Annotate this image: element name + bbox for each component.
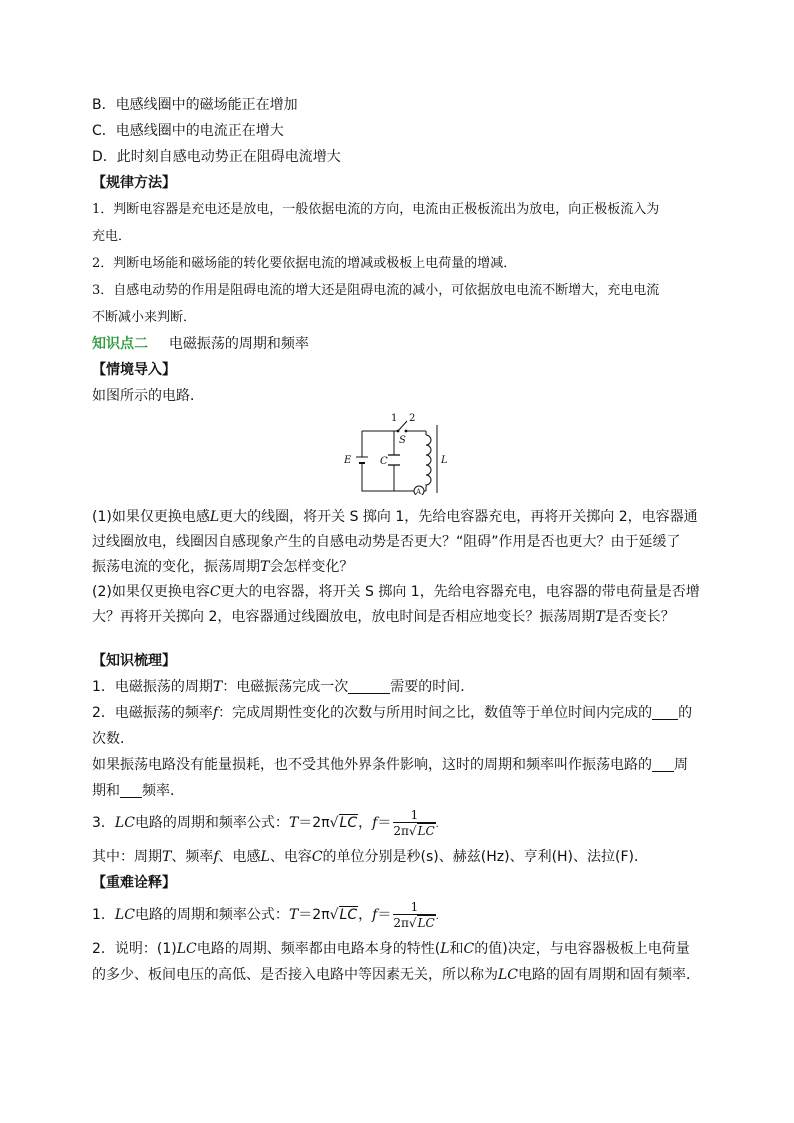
circuit-diagram xyxy=(338,413,448,495)
frequency-fraction: $\frac{1}{2\pi√LC}$ xyxy=(393,899,435,930)
scenario-heading: 【情境导入】 xyxy=(92,362,176,378)
method-heading: 【规律方法】 xyxy=(92,175,176,191)
label-c: C xyxy=(380,456,388,467)
knowledge-note-line1: 如果振荡电路没有能量损耗，也不受其他外界条件影响，这时的周期和频率叫作振荡电路的 周 xyxy=(92,757,688,773)
label-a: A xyxy=(416,488,422,495)
question-2 xyxy=(92,580,710,630)
switch-pivot xyxy=(397,430,400,433)
question-1-line3: 振荡电流的变化，振荡周期T会怎样变化？ xyxy=(92,559,354,575)
option-b: B．电感线圈中的磁场能正在增加 xyxy=(92,97,298,113)
difficulty-note-line2: 的多少、板间电压的高低、是否接入电路中等因素无关，所以称为LC电路的固有周期和固有频率． xyxy=(92,967,701,983)
question-1 xyxy=(92,505,710,580)
knowledge-point-2: 2．电磁振荡的频率f：完成周期性变化的次数与所用时间之比，数值等于单位时间内完成的 的 xyxy=(92,705,693,721)
fill-blank[interactable] xyxy=(652,756,674,772)
units-line: 其中：周期T、频率f、电感L、电容C的单位分别是秒(s)、赫兹(Hz)、亨利(H)、法拉(F)． xyxy=(92,849,648,865)
method-point-3 xyxy=(92,277,710,331)
knowledge-point-2-cont: 次数． xyxy=(92,731,134,747)
section-title xyxy=(92,331,710,357)
knowledge-note-line2: 期和 频率． xyxy=(92,783,184,799)
question-1-line2: 过线圈放电，线圈因自感现象产生的自感电动势是否更大？“阻碍”作用是否也更大？由于延缓了 xyxy=(92,534,681,550)
knowledge-heading: 【知识梳理】 xyxy=(92,653,176,669)
label-2: 2 xyxy=(409,413,416,424)
option-c: C．电感线圈中的电流正在增大 xyxy=(92,123,284,139)
fill-blank[interactable] xyxy=(652,704,678,720)
question-2-line2: 大？再将开关掷向 2，电容器通过线圈放电，放电时间是否相应地变长？振荡周期T是否变长？ xyxy=(92,609,675,625)
switch-contact xyxy=(405,430,408,433)
method-point-2: 2．判断电场能和磁场能的转化要依据电流的增减或极板上电荷量的增减． xyxy=(92,256,517,271)
label-1: 1 xyxy=(391,413,398,424)
section-label: 知识点二 xyxy=(92,336,148,352)
fill-blank[interactable] xyxy=(348,678,390,694)
difficulty-formula-line: 1．LC电路的周期和频率公式：T＝2π√LC，f＝ $\frac{1}{2\pi√LC}$ . xyxy=(92,899,439,930)
difficulty-note-line1: 2．说明：(1)LC电路的周期、频率都由电路本身的特性(L和C的值)决定，与电容器极板上电荷量 xyxy=(92,941,690,957)
formula-line: 3．LC电路的周期和频率公式：T＝2π√LC，f＝ $\frac{1}{2\pi√LC}$ . xyxy=(92,807,439,838)
knowledge-point-1: 1．电磁振荡的周期T：电磁振荡完成一次 需要的时间． xyxy=(92,679,475,695)
method-point-3-line1: 3．自感电动势的作用是阻碍电流的增大还是阻碍电流的减小，可依据放电电流不断增大，充电电流 xyxy=(92,283,660,298)
fill-blank[interactable] xyxy=(120,782,142,798)
option-d: D．此时刻自感电动势正在阻碍电流增大 xyxy=(92,149,341,165)
label-l: L xyxy=(441,455,448,466)
label-s: S xyxy=(399,435,406,446)
label-e: E xyxy=(344,455,352,466)
section-heading: 电磁振荡的周期和频率 xyxy=(168,336,309,352)
frequency-fraction: $\frac{1}{2\pi√LC}$ xyxy=(393,807,435,838)
scenario-intro: 如图所示的电路． xyxy=(92,388,204,404)
question-1-line1: (1)如果仅更换电感L更大的线圈，将开关 S 掷向 1，先给电容器充电，再将开关掷向 2，电容器通 xyxy=(92,509,698,525)
method-point-1-line2: 充电． xyxy=(92,229,132,244)
difficulty-heading: 【重难诠释】 xyxy=(92,875,176,891)
document-content xyxy=(92,92,710,988)
method-point-1 xyxy=(92,196,710,250)
question-2-line1: (2)如果仅更换电容C更大的电容器，将开关 S 掷向 1，先给电容器充电，电容器的带电荷量是否增 xyxy=(92,584,700,600)
method-point-3-line2: 不断减小来判断． xyxy=(92,310,197,325)
method-point-1-line1: 1．判断电容器是充电还是放电，一般依据电流的方向，电流由正极板流出为放电，向正极板流入为 xyxy=(92,202,660,217)
